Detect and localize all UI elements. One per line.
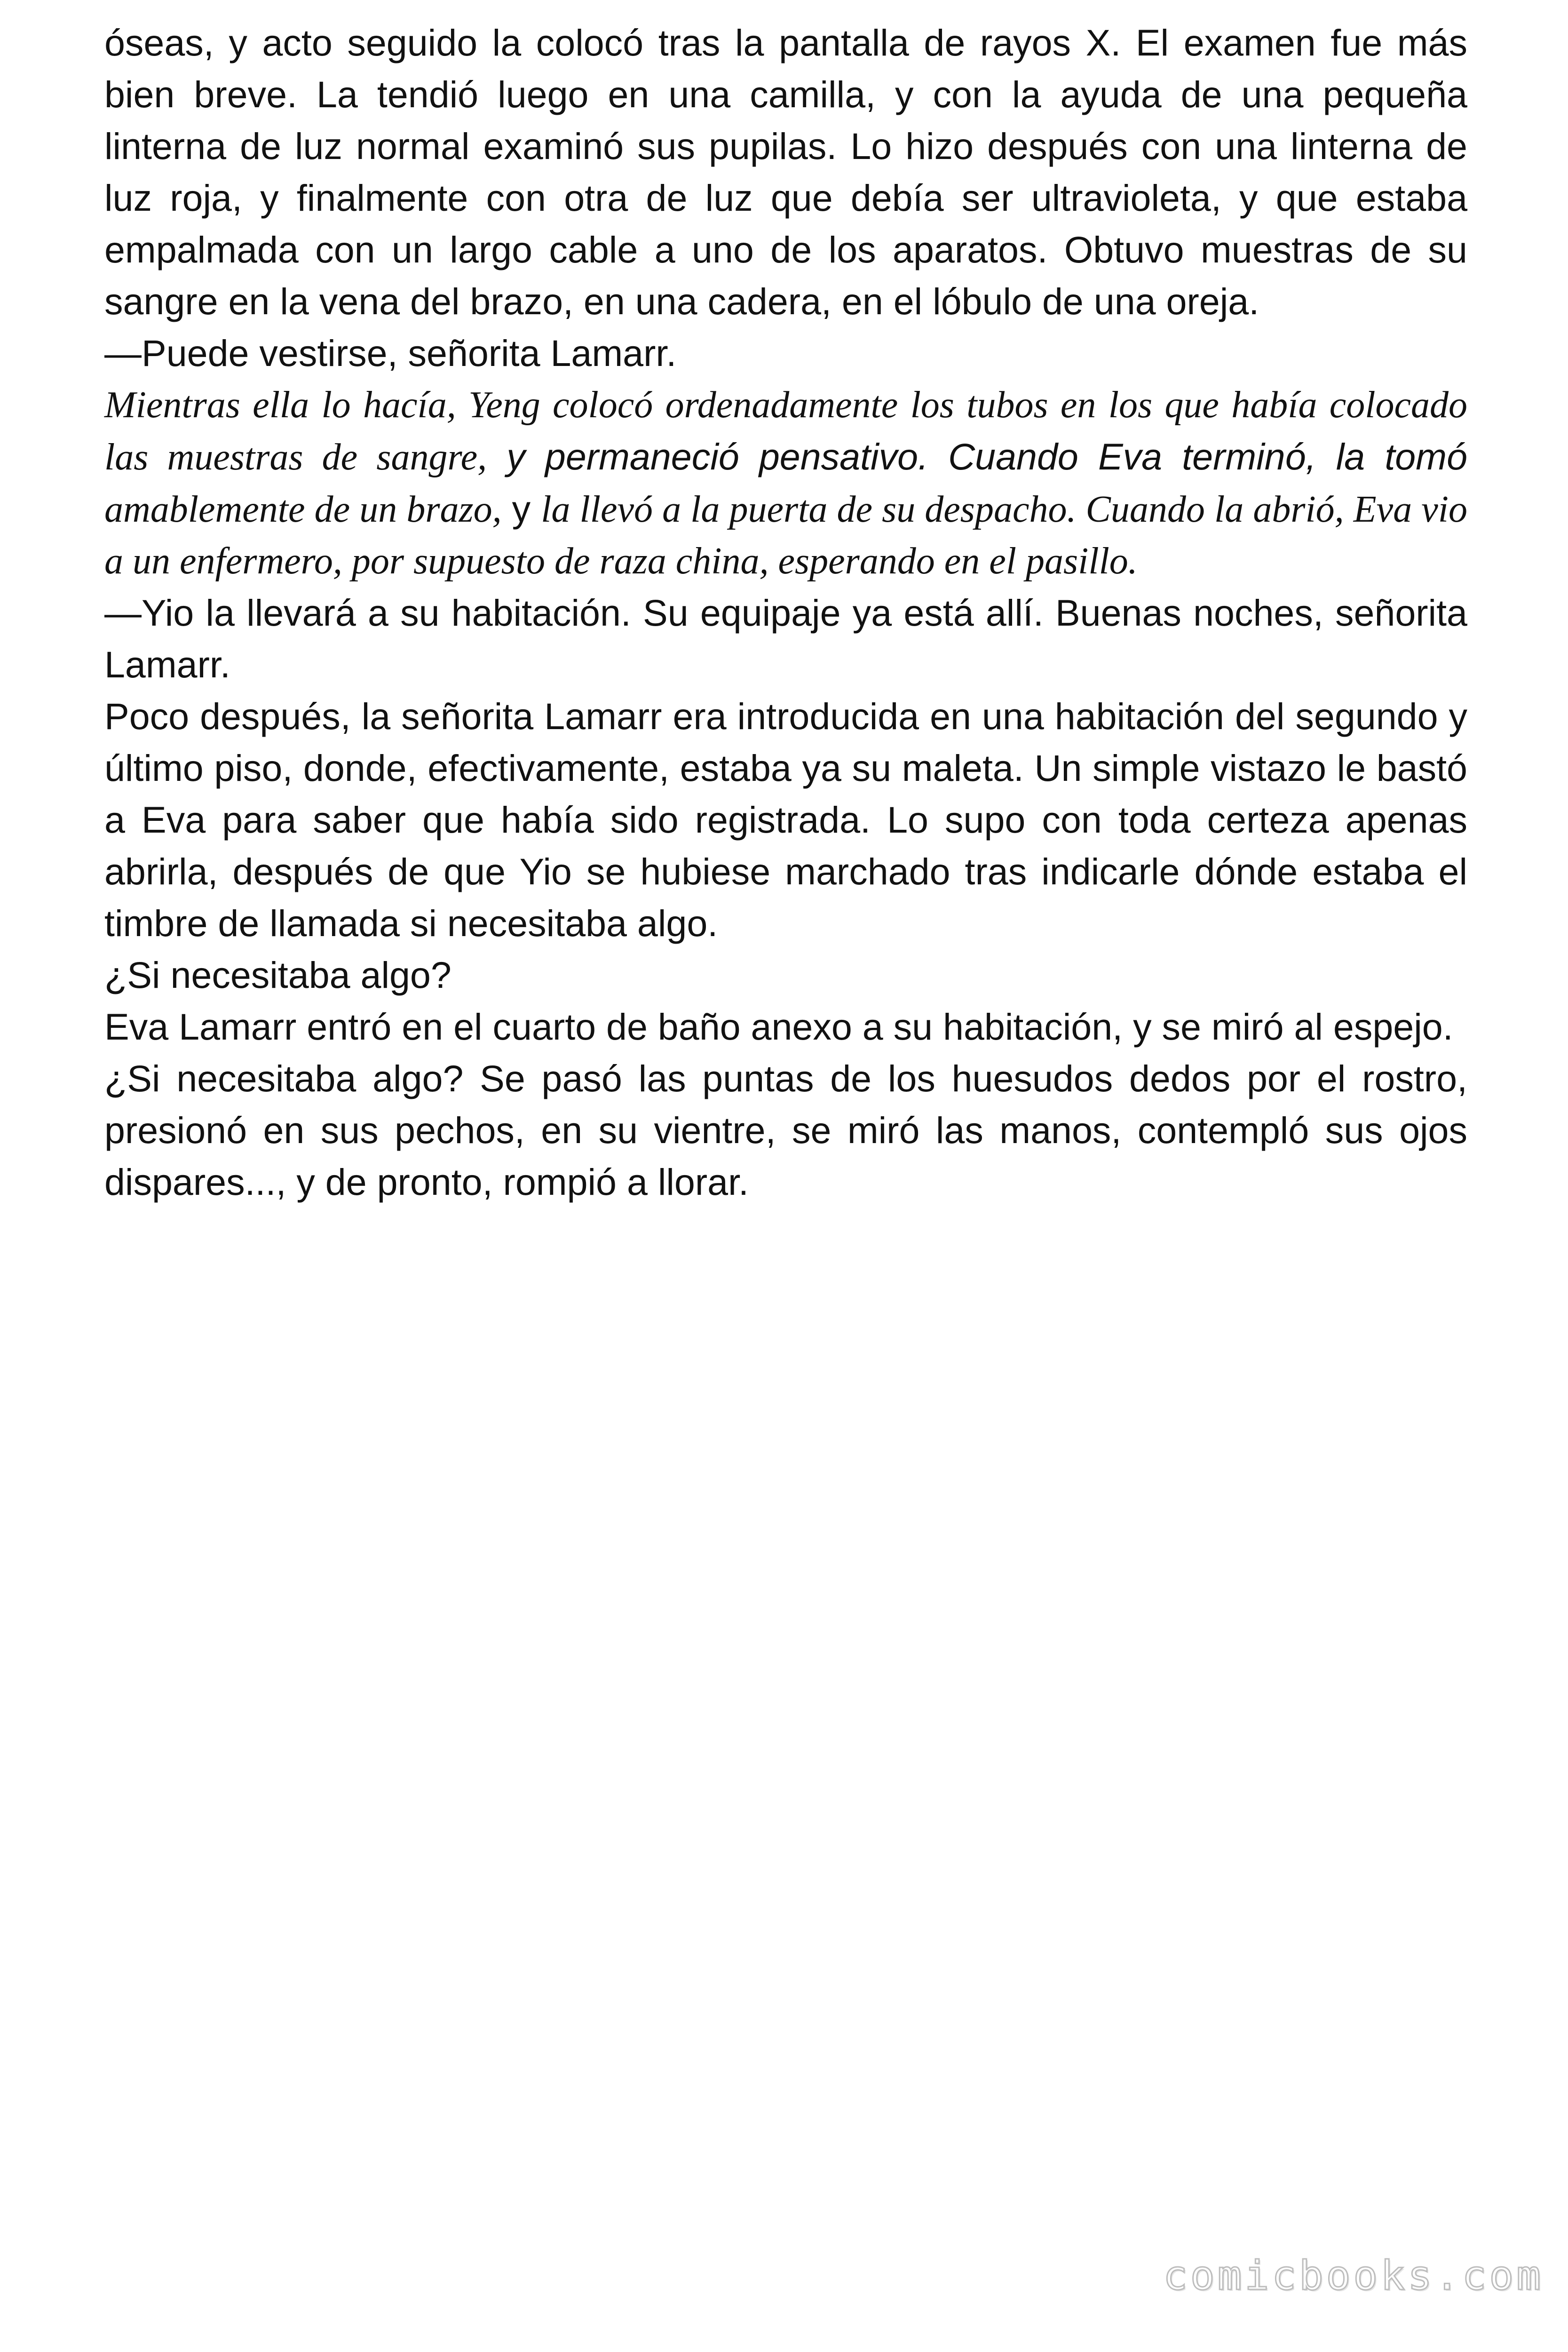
paragraph-6: Eva Lamarr entró en el cuarto de baño anexo a su habitación, y se miró al espejo. (104, 1006, 1453, 1048)
paragraph-1: óseas, y acto seguido la colocó tras la pantalla de rayos X. El examen fue más bien breve. La tendió luego en una camilla, y con la ayuda de una pequeña linterna de luz normal examinó sus pupilas. Lo hizo después con una linterna de luz roja, y finalmente con otra de luz que debía ser ultravioleta, y que estaba empalmada con un largo cable a uno de los aparatos. Obtuvo muestras de su sangre en la vena del brazo, en una cadera, en el lóbulo de una oreja. (104, 22, 1467, 322)
paragraph-4: Poco después, la señorita Lamarr era introducida en una habitación del segundo y último piso, donde, efectivamente, estaba ya su maleta. Un simple vistazo le bastó a Eva para saber que había sido registrada. Lo supo con toda certeza apenas abrirla, después de que Yio se hubiese marchado tras indicarle dónde estaba el timbre de llamada si necesitaba algo. (104, 695, 1467, 944)
watermark: comicbooks.com (1163, 2252, 1544, 2299)
italic-part-3: amablemente de un brazo, (104, 489, 502, 530)
paragraph-7: ¿Si necesitaba algo? Se pasó las puntas de los huesudos dedos por el rostro, presionó en sus pechos, en su vientre, se miró las manos, contempló sus ojos dispares..., y de pronto, rompió a llorar. (104, 1057, 1467, 1203)
italic-part-5: la llevó a la puerta de su despacho. Cuando la abrió, Eva vio a un enfermero, por supuesto de raza china, esperando en el pasillo. (104, 489, 1467, 582)
paragraph-5: ¿Si necesitaba algo? (104, 954, 451, 996)
paragraph-3: —Yio la llevará a su habitación. Su equipaje ya está allí. Buenas noches, señorita Lamarr. (104, 592, 1467, 685)
paragraph-2: —Puede vestirse, señorita Lamarr. (104, 332, 677, 374)
italic-part-1: Mientras ella lo hacía, Yeng colocó ordenadamente los tubos en los que había colocado las muestras de sangre, (104, 384, 1467, 478)
italic-paragraph (104, 379, 1467, 587)
page-text (104, 17, 1467, 1208)
italic-part-4: y (501, 488, 541, 530)
italic-part-2: y permaneció pensativo. Cuando Eva terminó, la tomó (487, 436, 1467, 477)
